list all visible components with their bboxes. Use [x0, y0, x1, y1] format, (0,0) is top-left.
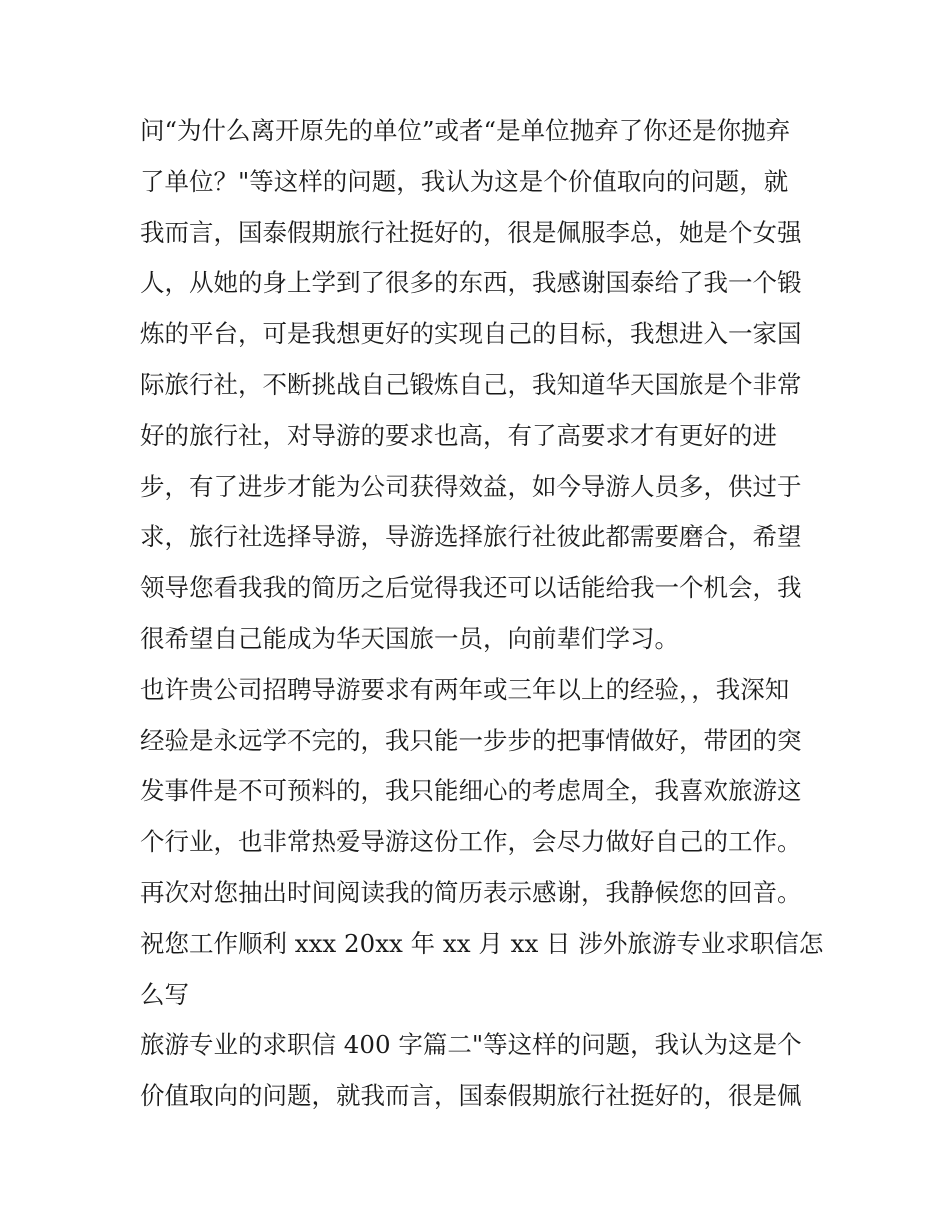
- text-line: 问“为什么离开原先的单位”或者“是单位抛弃了你还是你抛弃: [140, 116, 791, 145]
- text-line: 很希望自己能成为华天国旅一员，向前辈们学习。: [140, 623, 679, 653]
- text-line: 人，从她的身上学到了很多的东西，我感谢国泰给了我一个锻: [140, 268, 802, 298]
- text-line: 领导您看我我的简历之后觉得我还可以话能给我一个机会，我: [140, 573, 802, 603]
- text-line: 祝您工作顺利 xxx 20xx 年 xx 月 xx 日 涉外旅游专业求职信怎: [140, 928, 824, 958]
- body-text: [140, 106, 824, 1122]
- text-line: 旅游专业的求职信 400 字篇二"等这样的问题，我认为这是个: [140, 1030, 802, 1060]
- text-line: 炼的平台，可是我想更好的实现自己的目标，我想进入一家国: [140, 319, 802, 349]
- text-line: 么写: [140, 979, 189, 1009]
- text-line: 发事件是不可预料的，我只能细心的考虑周全，我喜欢旅游这: [140, 776, 802, 806]
- text-line: 再次对您抽出时间阅读我的简历表示感谢，我静候您的回音。: [140, 877, 802, 907]
- text-line: 我而言，国泰假期旅行社挺好的，很是佩服李总，她是个女强: [140, 217, 802, 247]
- text-line: 际旅行社，不断挑战自己锻炼自己，我知道华天国旅是个非常: [140, 369, 802, 399]
- text-line: 了单位？"等这样的问题，我认为这是个价值取向的问题，就: [140, 166, 789, 196]
- text-line: 求，旅行社选择导游，导游选择旅行社彼此都需要磨合，希望: [140, 522, 802, 552]
- text-line: 个行业，也非常热爱导游这份工作，会尽力做好自己的工作。: [140, 827, 802, 857]
- text-line: 经验是永远学不完的，我只能一步步的把事情做好，带团的突: [140, 725, 802, 755]
- text-line: 步，有了进步才能为公司获得效益，如今导游人员多，供过于: [140, 471, 802, 501]
- text-line: 好的旅行社，对导游的要求也高，有了高要求才有更好的进: [140, 420, 777, 450]
- text-line: 价值取向的问题，就我而言，国泰假期旅行社挺好的，很是佩: [140, 1081, 802, 1111]
- text-line: 也许贵公司招聘导游要求有两年或三年以上的经验，，我深知: [140, 674, 790, 704]
